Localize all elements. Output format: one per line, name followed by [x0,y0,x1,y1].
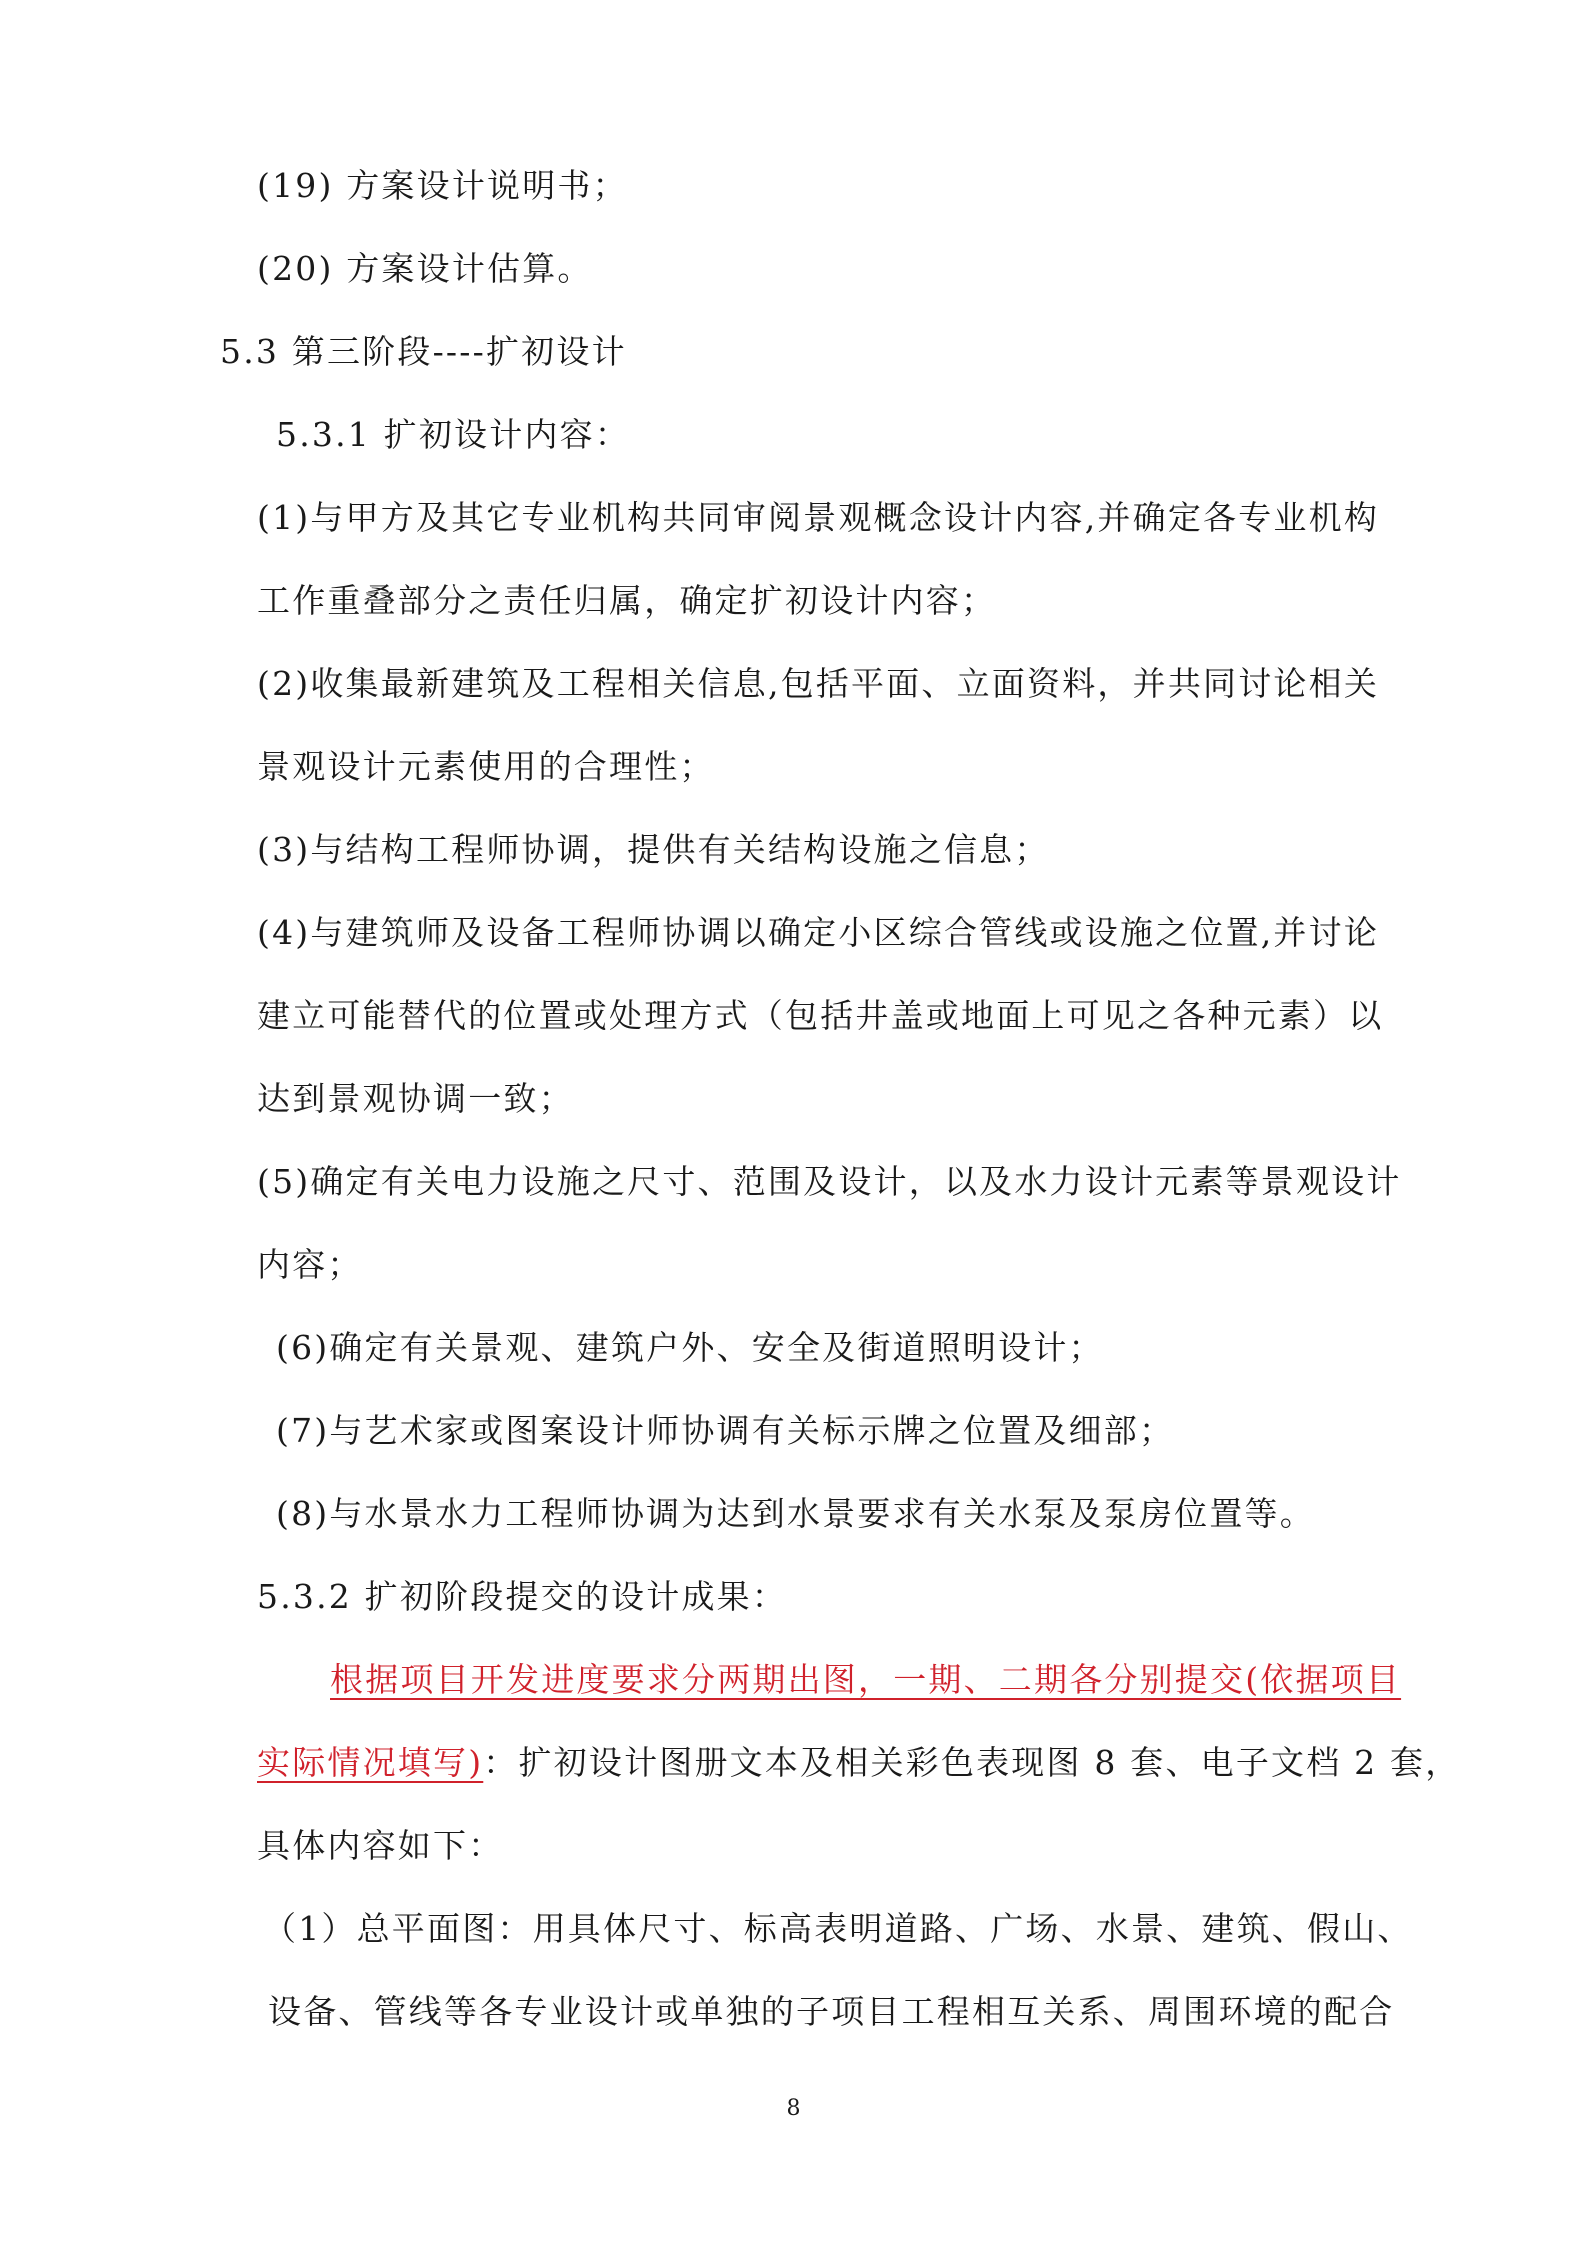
highlight-note-part1: 根据项目开发进度要求分两期出图，一期、二期各分别提交(依据项目 [330,1660,1402,1699]
site-plan-item-line-1: （1）总平面图：用具体尺寸、标高表明道路、广场、水景、建筑、假山、 [263,1909,1413,1948]
paragraph-5-line-1: (5)确定有关电力设施之尺寸、范围及设计，以及水力设计元素等景观设计 [257,1162,1402,1201]
paragraph-4-line-2: 建立可能替代的位置或处理方式（包括井盖或地面上可见之各种元素）以 [257,996,1384,1035]
deliverables-text: ：扩初设计图册文本及相关彩色表现图 8 套、电子文档 2 套， [483,1743,1461,1782]
paragraph-8: (8)与水景水力工程师协调为达到水景要求有关水泵及泵房位置等。 [276,1494,1315,1533]
section-heading-5-3: 5.3 第三阶段----扩初设计 [220,332,627,371]
paragraph-7: (7)与艺术家或图案设计师协调有关标示牌之位置及细部； [276,1411,1175,1450]
site-plan-item-line-2: 设备、管线等各专业设计或单独的子项目工程相互关系、周围环境的配合 [268,1992,1395,2031]
subsection-heading-5-3-1: 5.3.1 扩初设计内容： [276,415,631,454]
paragraph-5-line-2: 内容； [257,1245,363,1284]
subsection-heading-5-3-2: 5.3.2 扩初阶段提交的设计成果： [257,1577,788,1616]
paragraph-2-line-1: (2)收集最新建筑及工程相关信息,包括平面、立面资料，并共同讨论相关 [257,664,1380,703]
paragraph-2-line-2: 景观设计元素使用的合理性； [257,747,715,786]
deliverables-line-3: 具体内容如下： [257,1826,504,1865]
page-number: 8 [786,2096,801,2121]
deliverables-line-1 [330,1658,1401,1702]
highlight-note-part2: 实际情况填写) [257,1743,484,1782]
paragraph-6: (6)确定有关景观、建筑户外、安全及街道照明设计； [276,1328,1104,1367]
paragraph-1-line-1: (1)与甲方及其它专业机构共同审阅景观概念设计内容,并确定各专业机构 [257,498,1380,537]
list-item-19: (19) 方案设计说明书； [257,166,628,205]
paragraph-4-line-1: (4)与建筑师及设备工程师协调以确定小区综合管线或设施之位置,并讨论 [257,913,1380,952]
paragraph-4-line-3: 达到景观协调一致； [257,1079,574,1118]
list-item-20: (20) 方案设计估算。 [257,249,593,288]
paragraph-1-line-2: 工作重叠部分之责任归属，确定扩初设计内容； [257,581,997,620]
paragraph-3: (3)与结构工程师协调，提供有关结构设施之信息； [257,830,1050,869]
deliverables-line-2 [257,1741,1460,1785]
